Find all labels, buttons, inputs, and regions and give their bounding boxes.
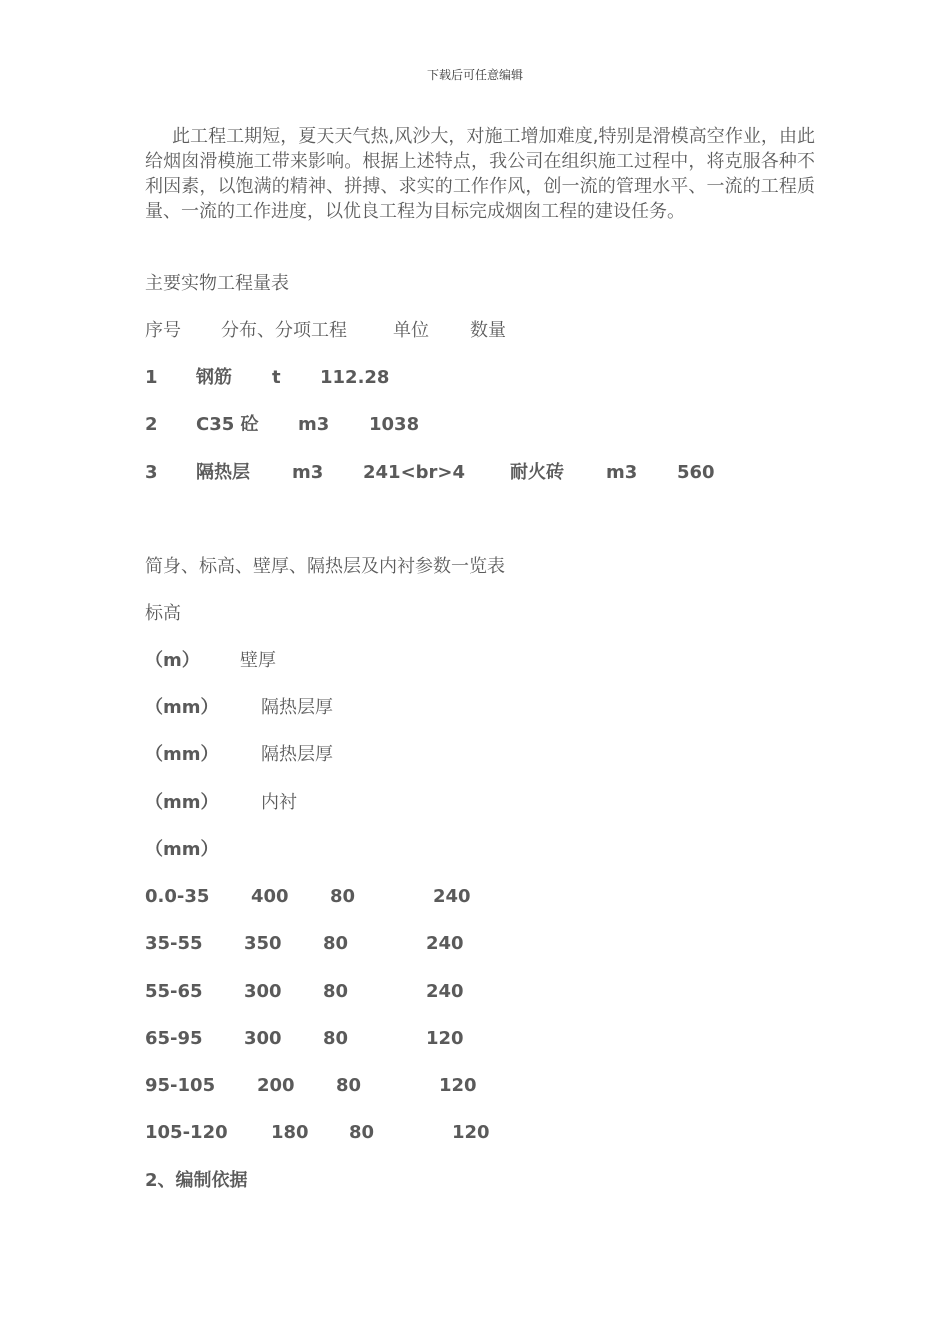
table2-cell: 200 [257, 1075, 295, 1096]
table1-header-row [145, 319, 506, 343]
table2-header-cell: 内衬 [261, 792, 297, 813]
table1-cell: 2 [145, 414, 158, 435]
table2-header-line [145, 743, 333, 767]
table2-cell: 80 [323, 933, 349, 954]
table2-cell: 180 [271, 1122, 309, 1143]
table2-cell: 80 [323, 981, 349, 1002]
table2-header-cell: 壁厚 [240, 650, 276, 671]
table-row [145, 461, 715, 485]
table2-cell: 105-120 [145, 1122, 228, 1143]
table1-cell: 112.28 [320, 367, 390, 388]
table1-cell: 隔热层 [196, 462, 250, 483]
table2-cell: 65-95 [145, 1028, 203, 1049]
intro-block [145, 124, 815, 224]
table2-header-unit: （mm） [145, 839, 219, 860]
table-row [145, 1121, 490, 1145]
table2-cell: 240 [426, 981, 464, 1002]
table1-cell: 1 [145, 367, 158, 388]
table1-cell: 3 [145, 462, 158, 483]
table1-cell: 1038 [369, 414, 420, 435]
table2-cell: 80 [349, 1122, 375, 1143]
table-row [145, 980, 464, 1004]
table-row [145, 366, 389, 390]
table1-title: 主要实物工程量表 [145, 273, 289, 294]
table2-cell: 300 [244, 981, 282, 1002]
table1-header-cell: 单位 [393, 320, 429, 341]
table-row [145, 885, 471, 909]
table2-header-cell: 隔热层厚 [261, 744, 333, 765]
table2-cell: 55-65 [145, 981, 203, 1002]
table2-cell: 80 [330, 886, 356, 907]
table-row [145, 1074, 477, 1098]
table2-header-unit: （mm） [145, 792, 219, 813]
table1-header-cell: 分布、分项工程 [221, 320, 347, 341]
table2-cell: 240 [426, 933, 464, 954]
table2-cell: 240 [433, 886, 471, 907]
table2-cell: 35-55 [145, 933, 203, 954]
table1-cell: 241<br>4 [363, 462, 466, 483]
table1-header-cell: 序号 [145, 320, 181, 341]
table1-cell: C35 砼 [196, 414, 259, 435]
intro-paragraph: 此工程工期短，夏天天气热,风沙大，对施工增加难度,特别是滑模高空作业，由此给烟囱滑模施工带来影响。根据上述特点，我公司在组织施工过程中，将克服各种不利因素，以饱满的精神、拼搏、求实的工作作风，创一流的管理水平、一流的工程质量、一流的工作进度，以优良工程为目标完成烟囱工程的建设任务。 [145, 126, 815, 222]
table2-header-unit: （mm） [145, 744, 219, 765]
table1-cell: 钢筋 [196, 367, 232, 388]
table2-cell: 80 [323, 1028, 349, 1049]
table1-cell: m3 [606, 462, 638, 483]
table1-cell: m3 [292, 462, 324, 483]
table-row [145, 1027, 464, 1051]
table2-header-unit: （m） [145, 650, 200, 671]
table2-cell: 120 [439, 1075, 477, 1096]
page-header: 下载后可任意编辑 [426, 68, 523, 82]
section-heading: 2、编制依据 [145, 1170, 248, 1191]
table2-header-cell: 标高 [145, 603, 181, 624]
table-row [145, 413, 419, 437]
table1-cell: m3 [298, 414, 330, 435]
table2-cell: 80 [336, 1075, 362, 1096]
table2-cell: 300 [244, 1028, 282, 1049]
table-row [145, 932, 464, 956]
table2-header-line [145, 791, 297, 815]
table2-header-unit: （mm） [145, 697, 219, 718]
table1-cell: t [272, 367, 281, 388]
table2-cell: 350 [244, 933, 282, 954]
table1-header-cell: 数量 [470, 320, 506, 341]
table2-header-line [145, 696, 333, 720]
table2-header-line [145, 602, 181, 626]
table2-title: 简身、标高、壁厚、隔热层及内衬参数一览表 [145, 556, 505, 577]
table2-header-cell: 隔热层厚 [261, 697, 333, 718]
table2-cell: 120 [426, 1028, 464, 1049]
table2-cell: 120 [452, 1122, 490, 1143]
table2-cell: 0.0-35 [145, 886, 210, 907]
table2-header-line [145, 649, 276, 673]
table1-cell: 560 [677, 462, 715, 483]
table2-header-line [145, 838, 219, 862]
table2-cell: 95-105 [145, 1075, 216, 1096]
table1-cell: 耐火砖 [510, 462, 564, 483]
table2-cell: 400 [251, 886, 289, 907]
